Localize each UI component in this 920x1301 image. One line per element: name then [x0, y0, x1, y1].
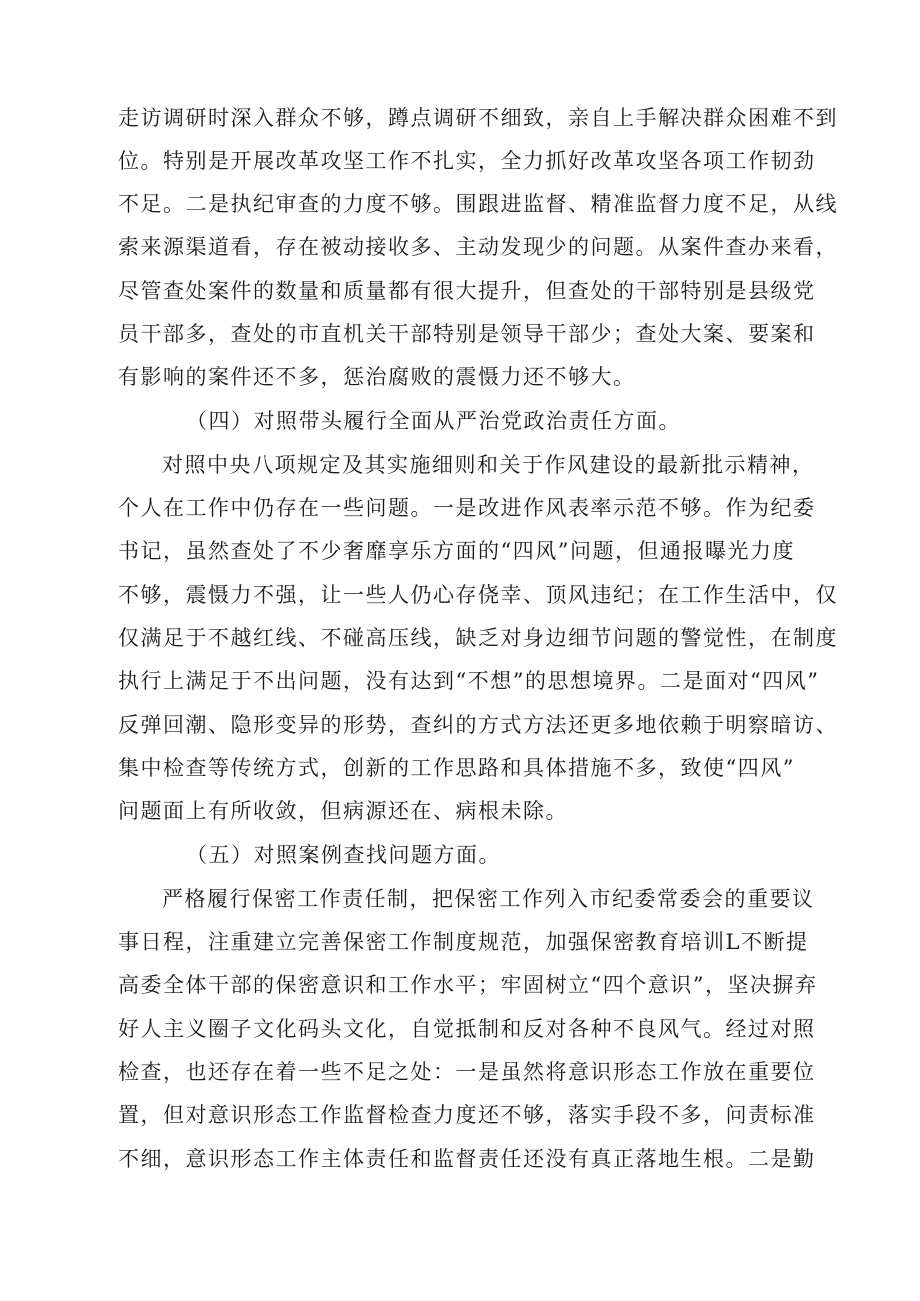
paragraph-line: 事日程，注重建立完善保密工作制度规范，加强保密教育培训L不断提 — [118, 930, 809, 954]
section-heading-four: （四）对照带头履行全面从严治党政治责任方面。 — [186, 409, 681, 433]
paragraph-line: 检查，也还存在着一些不足之处：一是虽然将意识形态工作放在重要位 — [118, 1060, 816, 1084]
paragraph-line: 对照中央八项规定及其实施细则和关于作风建设的最新批示精神， — [162, 453, 815, 477]
paragraph-line: 尽管查处案件的数量和质量都有很大提升，但查处的干部特别是县级党 — [118, 279, 816, 303]
paragraph-line: 严格履行保密工作责任制，把保密工作列入市纪委常委会的重要议 — [162, 887, 815, 911]
paragraph-line: 不够，震慑力不强，让一些人仍心存侥幸、顶风违纪；在工作生活中，仅 — [118, 583, 838, 607]
paragraph-line: 好人主义圈子文化码头文化，自觉抵制和反对各种不良风气。经过对照 — [118, 1017, 816, 1041]
paragraph-line: 员干部多，查处的市直机关干部特别是领导干部少；查处大案、要案和 — [118, 322, 816, 346]
section-heading-five: （五）对照案例查找问题方面。 — [186, 843, 501, 867]
paragraph-line: 有影响的案件还不多，惩治腐败的震慑力还不够大。 — [118, 365, 636, 389]
paragraph-line: 置，但对意识形态工作监督检查力度还不够，落实手段不多，问责标准 — [118, 1103, 816, 1127]
paragraph-line: 集中检查等传统方式，创新的工作思路和具体措施不多，致使“四风” — [118, 756, 795, 780]
paragraph-line: 反弹回潮、隐形变异的形势，查纠的方式方法还更多地依赖于明察暗访、 — [118, 713, 838, 737]
paragraph-line: 执行上满足于不出问题，没有达到“不想”的思想境界。二是面对“四风” — [118, 669, 820, 693]
paragraph-line: 高委全体干部的保密意识和工作水平；牢固树立“四个意识”，坚决摒弃 — [118, 973, 818, 997]
paragraph-line: 不细，意识形态工作主体责任和监督责任还没有真正落地生根。二是勤 — [118, 1147, 816, 1171]
paragraph-line: 问题面上有所收敛，但病源还在、病根未除。 — [118, 799, 568, 823]
paragraph-line: 仅满足于不越红线、不碰高压线，缺乏对身边细节问题的警觉性，在制度 — [118, 626, 838, 650]
paragraph-line: 不足。二是执纪审查的力度不够。围跟进监督、精准监督力度不足，从线 — [118, 192, 838, 216]
paragraph-line: 个人在工作中仍存在一些问题。一是改进作风表率示范不够。作为纪委 — [118, 496, 816, 520]
paragraph-line: 索来源渠道看，存在被动接收多、主动发现少的问题。从案件查办来看， — [118, 235, 838, 259]
paragraph-line: 走访调研时深入群众不够，蹲点调研不细致，亲自上手解决群众困难不到 — [118, 106, 838, 130]
paragraph-line: 位。特别是开展改革攻坚工作不扎实，全力抓好改革攻坚各项工作韧劲 — [118, 149, 816, 173]
paragraph-line: 书记，虽然查处了不少奢靡享乐方面的“四风”问题，但通报曝光力度 — [118, 539, 795, 563]
